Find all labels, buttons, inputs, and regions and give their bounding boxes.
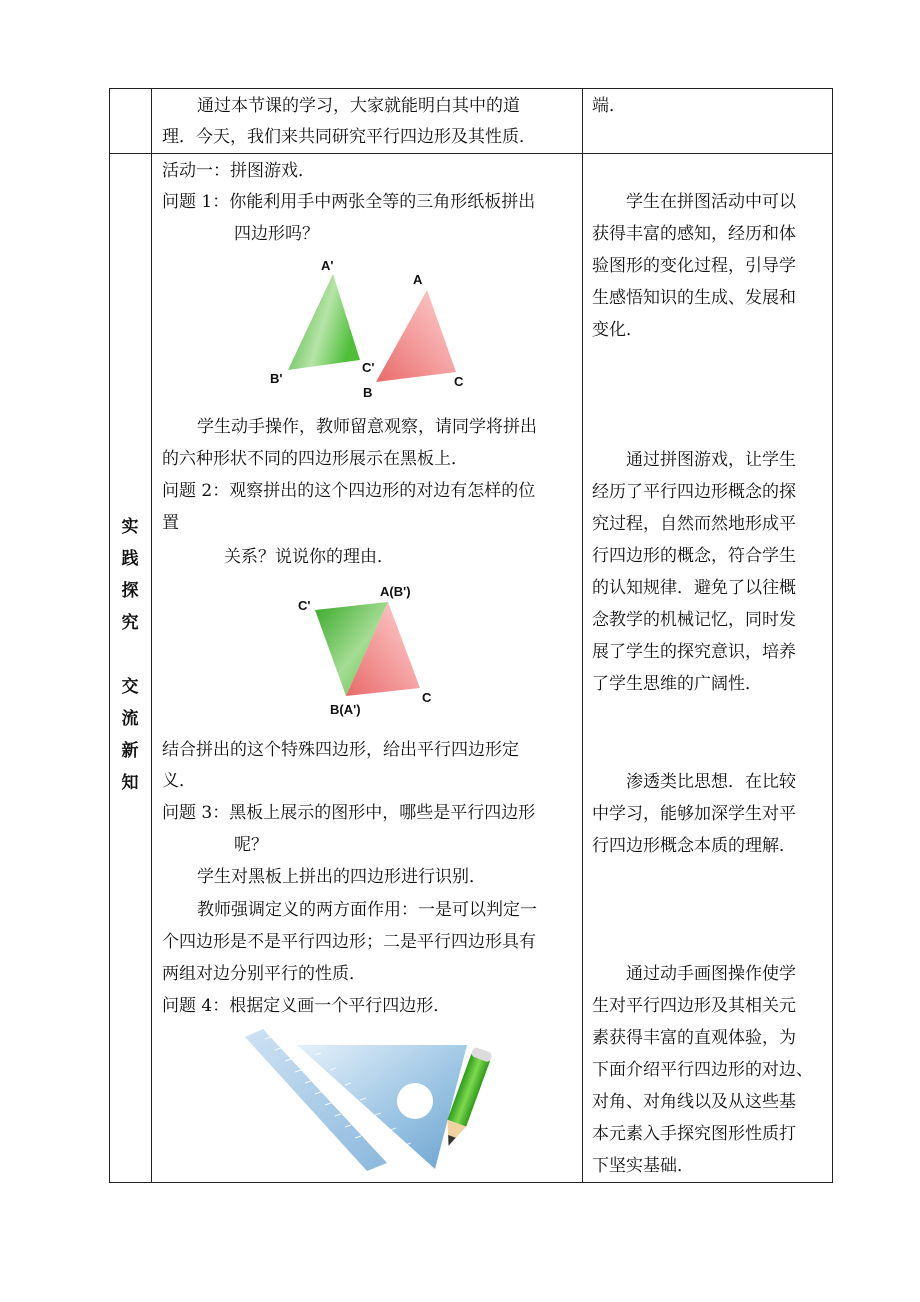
activity-title: 活动一：拼图游戏． <box>162 161 315 181</box>
note-line: 获得丰富的感知，经历和体 <box>592 224 796 244</box>
paragraph-4-line-1: 教师强调定义的两方面作用：一是可以判定一 <box>197 900 537 920</box>
paragraph-4-line-3: 两组对边分别平行的性质． <box>162 964 366 984</box>
paragraph-1-line-1: 学生动手操作，教师留意观察，请同学将拼出 <box>197 417 537 437</box>
note-line: 究过程，自然而然地形成平 <box>592 514 796 534</box>
note-line: 学生在拼图活动中可以 <box>626 192 796 212</box>
note-line: 的认知规律．避免了以往概 <box>592 578 796 598</box>
note-line: 了学生思维的广阔性． <box>592 674 762 694</box>
label-c-prime: C' <box>362 360 375 375</box>
question-2-line-1: 问题 2：观察拼出的这个四边形的对边有怎样的位 <box>162 481 536 501</box>
note-1 <box>592 186 822 346</box>
note-line: 中学习，能够加深学生对平 <box>592 804 796 824</box>
red-triangle <box>376 290 456 382</box>
question-1-line-2: 四边形吗？ <box>234 224 319 244</box>
paragraph-2-line-1: 结合拼出的这个特殊四边形，给出平行四边形定 <box>162 740 519 760</box>
label-b-prime: B' <box>270 371 283 386</box>
top-right-text: 端． <box>592 96 626 116</box>
note-3 <box>592 766 822 862</box>
note-line: 通过动手画图操作使学 <box>626 964 796 984</box>
label-c-prime: C' <box>298 598 311 613</box>
paragraph-4-line-2: 个四边形是不是平行四边形；二是平行四边形具有 <box>162 932 536 952</box>
paragraph-1-line-2: 的六种形状不同的四边形展示在黑板上． <box>162 449 468 469</box>
question-4: 问题 4：根据定义画一个平行四边形． <box>162 996 451 1016</box>
intro-line-1: 通过本节课的学习，大家就能明白其中的道 <box>197 96 520 116</box>
note-line: 经历了平行四边形概念的探 <box>592 482 796 502</box>
set-square-hole <box>397 1083 433 1119</box>
paragraph-3: 学生对黑板上拼出的四边形进行识别． <box>197 867 486 887</box>
label-a-prime: A' <box>321 258 334 273</box>
note-line: 念教学的机械记忆，同时发 <box>592 610 796 630</box>
green-triangle <box>288 274 360 370</box>
note-line: 变化． <box>592 320 643 340</box>
section-char: 究 <box>121 613 139 633</box>
section-char: 探 <box>121 581 139 601</box>
note-line: 展了学生的探究意识，培养 <box>592 642 796 662</box>
note-line: 生对平行四边形及其相关元 <box>592 996 796 1016</box>
section-char: 新 <box>121 741 139 761</box>
note-2 <box>592 444 822 700</box>
note-line: 下面介绍平行四边形的对边、 <box>592 1060 813 1080</box>
question-1-line-1: 问题 1：你能利用手中两张全等的三角形纸板拼出 <box>162 192 536 212</box>
table-top-border <box>109 88 833 89</box>
note-line: 本元素入手探究图形性质打 <box>592 1124 796 1144</box>
note-line: 素获得丰富的直观体验，为 <box>592 1028 796 1048</box>
label-b-a-prime: B(A') <box>330 702 361 717</box>
note-line: 生感悟知识的生成、发展和 <box>592 288 796 308</box>
label-c: C <box>422 690 432 705</box>
section-char: 流 <box>121 709 139 729</box>
parallelogram-figure <box>290 578 450 720</box>
row-divider <box>109 153 833 154</box>
question-3-line-1: 问题 3：黑板上展示的图形中，哪些是平行四边形 <box>162 803 536 823</box>
column-divider-1 <box>151 88 152 1183</box>
question-2-line-2: 置 <box>162 513 179 533</box>
label-b: B <box>363 385 373 400</box>
two-triangles-figure <box>260 254 480 404</box>
note-line: 通过拼图游戏，让学生 <box>626 450 796 470</box>
note-4 <box>592 958 822 1182</box>
note-line: 对角、对角线以及从这些基 <box>592 1092 796 1112</box>
label-a: A <box>413 272 423 287</box>
table-right-border <box>832 88 833 1183</box>
note-line: 行四边形概念本质的理解． <box>592 836 796 856</box>
label-c: C <box>454 374 464 389</box>
section-char: 交 <box>121 677 139 697</box>
note-line: 渗透类比思想．在比较 <box>626 772 796 792</box>
section-char: 践 <box>121 549 139 569</box>
intro-line-2: 理．今天，我们来共同研究平行四边形及其性质． <box>162 127 536 147</box>
note-line: 验图形的变化过程，引导学 <box>592 256 796 276</box>
table-bottom-border <box>109 1182 833 1183</box>
column-divider-2 <box>582 88 583 1183</box>
note-line: 下坚实基础． <box>592 1156 694 1176</box>
paragraph-2-line-2: 义． <box>162 771 196 791</box>
label-a-b-prime: A(B') <box>380 584 411 599</box>
section-label <box>112 511 148 799</box>
section-char: 实 <box>121 517 139 537</box>
question-2-line-3: 关系？说说你的理由． <box>224 547 394 567</box>
question-3-line-2: 呢？ <box>234 835 268 855</box>
section-char: 知 <box>121 773 139 793</box>
table-left-border <box>109 88 110 1183</box>
note-line: 行四边形的概念，符合学生 <box>592 546 796 566</box>
drawing-tools-figure <box>235 1025 495 1175</box>
